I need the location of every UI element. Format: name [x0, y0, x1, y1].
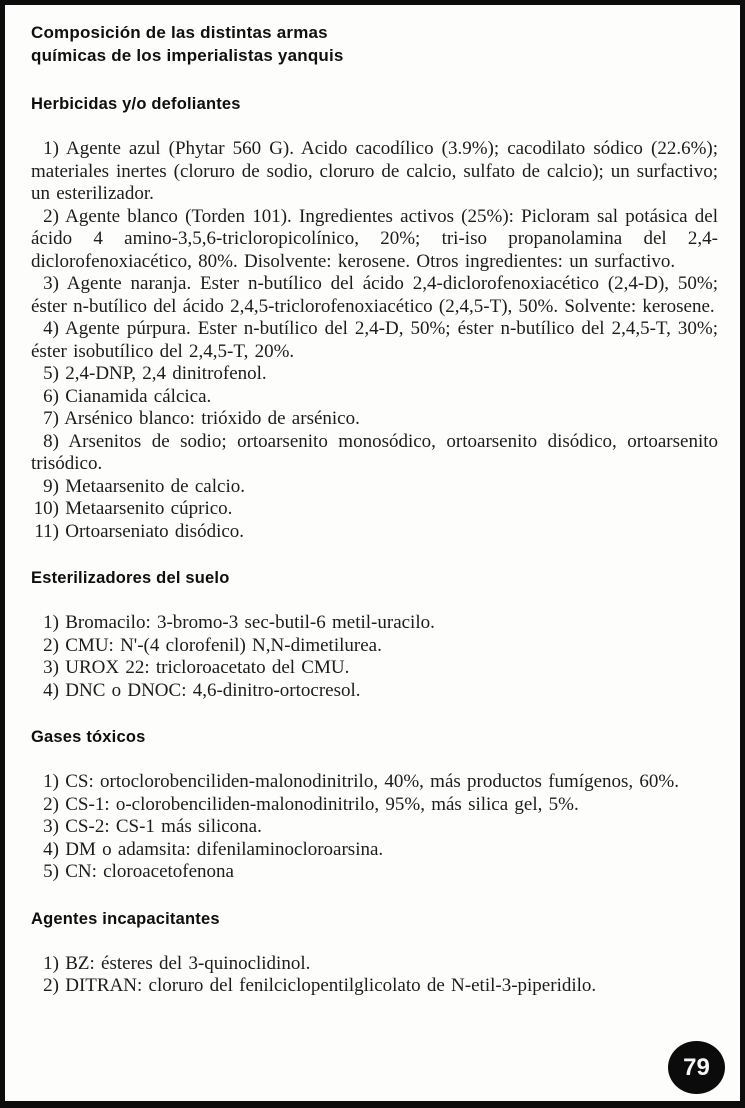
section-item-list [31, 771, 718, 884]
item-text: Bromacilo: 3-bromo-3 sec-butil-6 metil-uracilo. [59, 612, 435, 633]
item-text: DITRAN: cloruro del fenilciclopentilglicolato de N-etil-3-piperidilo. [59, 975, 597, 996]
list-item [31, 431, 718, 476]
list-item [31, 975, 718, 998]
item-text: Agente blanco (Torden 101). Ingredientes activos (25%): Picloram sal potásica del ácido 4 amino-3,5,6-tricloropicolínico, 20%; tri-iso propanolamina del 2,4-diclorofenoxiacético, 80%. Disolvente: kerosene. Otros ingredientes: un surfactivo. [31, 205, 718, 272]
item-text: Metaarsenito de calcio. [59, 475, 245, 497]
section-heading: Agentes incapacitantes [31, 909, 220, 928]
list-item [31, 635, 718, 658]
item-number: 1) [43, 771, 59, 792]
section-item-list [31, 138, 718, 543]
item-number: 1) [43, 612, 59, 633]
section-esterilizadores [31, 569, 718, 702]
item-text: CS: ortoclorobenciliden-malonodinitrilo, 40%, más productos fumígenos, 60%. [59, 771, 679, 792]
list-item [31, 363, 718, 386]
item-text: UROX 22: tricloroacetato del CMU. [59, 657, 350, 678]
item-text: 2,4-DNP, 2,4 dinitrofenol. [59, 363, 267, 384]
list-item [31, 318, 718, 363]
page-number-badge: 79 [668, 1041, 725, 1094]
list-item [31, 839, 718, 862]
item-number: 3) [43, 816, 59, 837]
item-number: 9) [43, 475, 59, 497]
item-number: 2) [43, 975, 59, 996]
item-number: 10) [33, 498, 59, 519]
item-text: Cianamida cálcica. [59, 385, 212, 407]
list-item [31, 861, 718, 884]
list-item [31, 680, 718, 703]
list-item [31, 498, 718, 521]
item-text: CS-2: CS-1 más silicona. [59, 816, 262, 837]
item-text: Agente púrpura. Ester n-butílico del 2,4-D, 50%; éster n-butílico del 2,4,5-T, 30%; éster isobutílico del 2,4,5-T, 20%. [31, 318, 718, 362]
item-text: DNC o DNOC: 4,6-dinitro-ortocresol. [59, 679, 361, 701]
title-line-1: Composición de las distintas armas [31, 23, 328, 42]
list-item [31, 816, 718, 839]
section-heading: Gases tóxicos [31, 728, 146, 746]
item-number: 2) [43, 205, 59, 227]
section-heading: Esterilizadores del suelo [31, 569, 230, 587]
item-number: 4) [43, 679, 59, 701]
section-herbicidas [31, 95, 718, 543]
item-text: Ortoarseniato disódico. [59, 520, 245, 542]
item-number: 3) [43, 657, 59, 678]
item-number: 2) [43, 634, 59, 656]
item-text: Arsenitos de sodio; ortoarsenito monosódico, ortoarsenito disódico, ortoarsenito trisódico. [31, 430, 718, 474]
title-line-2: químicas de los imperialistas yanquis [31, 46, 344, 65]
section-heading: Herbicidas y/o defoliantes [31, 95, 241, 113]
list-item [31, 794, 718, 817]
item-number: 4) [43, 838, 59, 860]
item-number: 8) [43, 430, 59, 452]
list-item [31, 408, 718, 431]
item-number: 7) [43, 408, 59, 429]
item-text: Metaarsenito cúprico. [59, 498, 233, 519]
item-text: CS-1: o-clorobenciliden-malonodinitrilo, 95%, más silica gel, 5%. [59, 793, 579, 815]
section-item-list [31, 953, 718, 998]
list-item [31, 521, 718, 544]
section-gases-toxicos [31, 728, 718, 884]
item-text: CMU: N'-(4 clorofenil) N,N-dimetilurea. [59, 634, 382, 656]
list-item [31, 657, 718, 680]
section-agentes-incapacitantes [31, 910, 718, 998]
section-item-list [31, 612, 718, 702]
item-number: 5) [43, 363, 59, 384]
item-text: DM o adamsita: difenilaminocloroarsina. [59, 838, 384, 860]
item-number: 4) [43, 318, 59, 339]
item-number: 6) [43, 385, 59, 407]
list-item [31, 612, 718, 635]
list-item [31, 771, 718, 794]
list-item [31, 273, 718, 318]
item-text: Agente azul (Phytar 560 G). Acido cacodílico (3.9%); cacodilato sódico (22.6%); materiales inertes (cloruro de sodio, cloruro de calcio, sulfato de calcio); un surfactivo; un esterilizador. [31, 138, 718, 204]
item-number: 1) [43, 138, 59, 159]
item-text: Agente naranja. Ester n-butílico del ácido 2,4-diclorofenoxiacético (2,4-D), 50%; éster n-butílico del ácido 2,4,5-triclorofenoxiacético (2,4,5-T), 50%. Solvente: kerosene. [31, 273, 718, 317]
item-text: CN: cloroacetofenona [59, 861, 234, 882]
document-title [31, 21, 718, 67]
list-item [31, 386, 718, 409]
list-item [31, 138, 718, 206]
item-number: 11) [34, 520, 59, 542]
item-number: 5) [43, 861, 59, 882]
item-text: Arsénico blanco: trióxido de arsénico. [59, 408, 360, 429]
list-item [31, 953, 718, 976]
list-item [31, 476, 718, 499]
list-item [31, 206, 718, 274]
item-number: 2) [43, 793, 59, 815]
item-number: 3) [43, 273, 59, 294]
item-text: BZ: ésteres del 3-quinoclidinol. [59, 952, 311, 974]
item-number: 1) [43, 952, 59, 974]
